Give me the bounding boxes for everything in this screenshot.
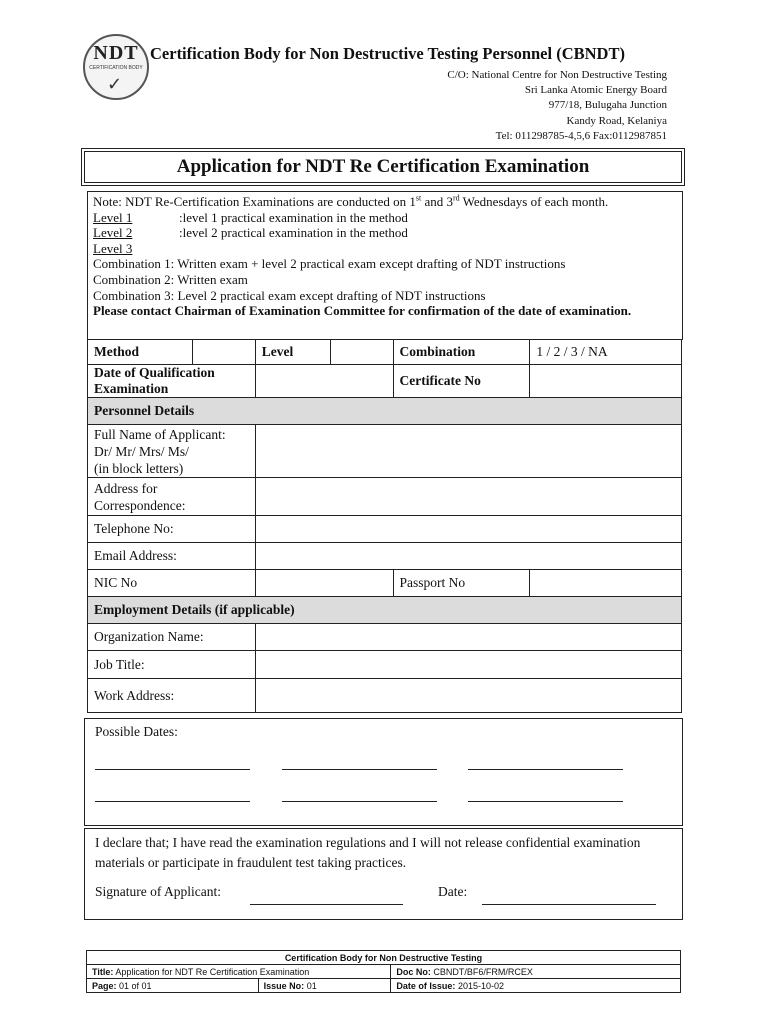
address-line: 977/18, Bulugaha Junction [548,99,667,112]
work-address-input[interactable] [255,679,681,713]
level-3-row: Level 3 [93,240,133,256]
date-input-5[interactable] [282,801,437,802]
declaration-date-label: Date: [438,884,468,899]
note-line-1: Note: NDT Re-Certification Examinations are conducted on 1st and 3rd Wednesdays of each month. [93,193,609,209]
email-input[interactable] [255,543,681,570]
level-input[interactable] [330,340,393,365]
level-label: Level [255,340,330,365]
footer-doc-no: Doc No: CBNDT/BF6/FRM/RCEX [391,965,681,979]
footer-page: Page: 01 of 01 [87,979,259,993]
level-2-row: Level 2 :level 2 practical examination in the method [93,225,408,241]
date-input-1[interactable] [95,769,250,770]
combination-3: Combination 3: Level 2 practical exam except drafting of NDT instructions [93,287,486,303]
combination-options[interactable]: 1 / 2 / 3 / NA [530,340,682,365]
logo-text: NDT [93,42,139,64]
contact-note: Please contact Chairman of Examination Committee for confirmation of the date of examination. [93,303,632,319]
organization-input[interactable] [255,624,681,651]
personnel-details-heading: Personnel Details [88,398,682,425]
full-name-input[interactable] [255,425,681,478]
signature-label: Signature of Applicant: [95,884,221,899]
address-input[interactable] [255,478,681,516]
application-form-table [87,339,682,713]
document-footer [86,950,681,993]
organization-label: Organization Name: [88,624,256,651]
note [93,194,675,319]
form-title: Application for NDT Re Certification Examination [84,151,682,183]
employment-details-heading: Employment Details (if applicable) [88,597,682,624]
date-input-4[interactable] [95,801,250,802]
checkmark-icon: ✓ [107,74,123,95]
ndt-logo [83,34,149,100]
certificate-no-input[interactable] [530,365,682,398]
job-title-label: Job Title: [88,651,256,679]
date-input-6[interactable] [468,801,623,802]
date-input-3[interactable] [468,769,623,770]
address-line: Sri Lanka Atomic Energy Board [524,84,667,97]
footer-title: Title: Application for NDT Re Certification Examination [87,965,391,979]
email-label: Email Address: [88,543,256,570]
level-1-row: Level 1 :level 1 practical examination in the method [93,209,408,225]
job-title-input[interactable] [255,651,681,679]
possible-dates-label: Possible Dates: [95,724,178,739]
address-line: C/O: National Centre for Non Destructive Testing [447,69,667,81]
work-address-label: Work Address: [88,679,256,713]
declaration-date-input[interactable] [482,904,656,905]
footer-heading: Certification Body for Non Destructive Testing [87,951,681,965]
address-line: Tel: 011298785-4,5,6 Fax:0112987851 [495,129,667,142]
date-input-2[interactable] [282,769,437,770]
certificate-no-label: Certificate No [393,365,530,398]
footer-date-of-issue: Date of Issue: 2015-10-02 [391,979,681,993]
address-line: Kandy Road, Kelaniya [566,114,667,127]
method-label: Method [88,340,193,365]
nic-label: NIC No [88,570,256,597]
address-label: Address for Correspondence: [88,478,256,516]
telephone-input[interactable] [255,516,681,543]
method-input[interactable] [192,340,255,365]
signature-input[interactable] [250,904,403,905]
telephone-label: Telephone No: [88,516,256,543]
footer-issue-no: Issue No: 01 [258,979,391,993]
passport-input[interactable] [530,570,682,597]
date-of-qualification-label: Date of Qualification Examination [88,365,256,398]
combination-2: Combination 2: Written exam [93,271,248,287]
org-title: Certification Body for Non Destructive Testing Personnel (CBNDT) [150,44,625,63]
full-name-label: Full Name of Applicant: Dr/ Mr/ Mrs/ Ms/ (in block letters) [88,425,256,478]
combination-label: Combination [393,340,530,365]
passport-label: Passport No [393,570,530,597]
declaration-text: I declare that; I have read the examination regulations and I will not release confidential examination materials or participate in fraudulent test taking practices. [95,835,641,870]
combination-1: Combination 1: Written exam + level 2 practical exam except drafting of NDT instructions [93,256,566,272]
nic-input[interactable] [255,570,393,597]
address-block [447,68,667,144]
logo-subtext: CERTIFICATION BODY [89,65,143,71]
date-of-qualification-input[interactable] [255,365,393,398]
